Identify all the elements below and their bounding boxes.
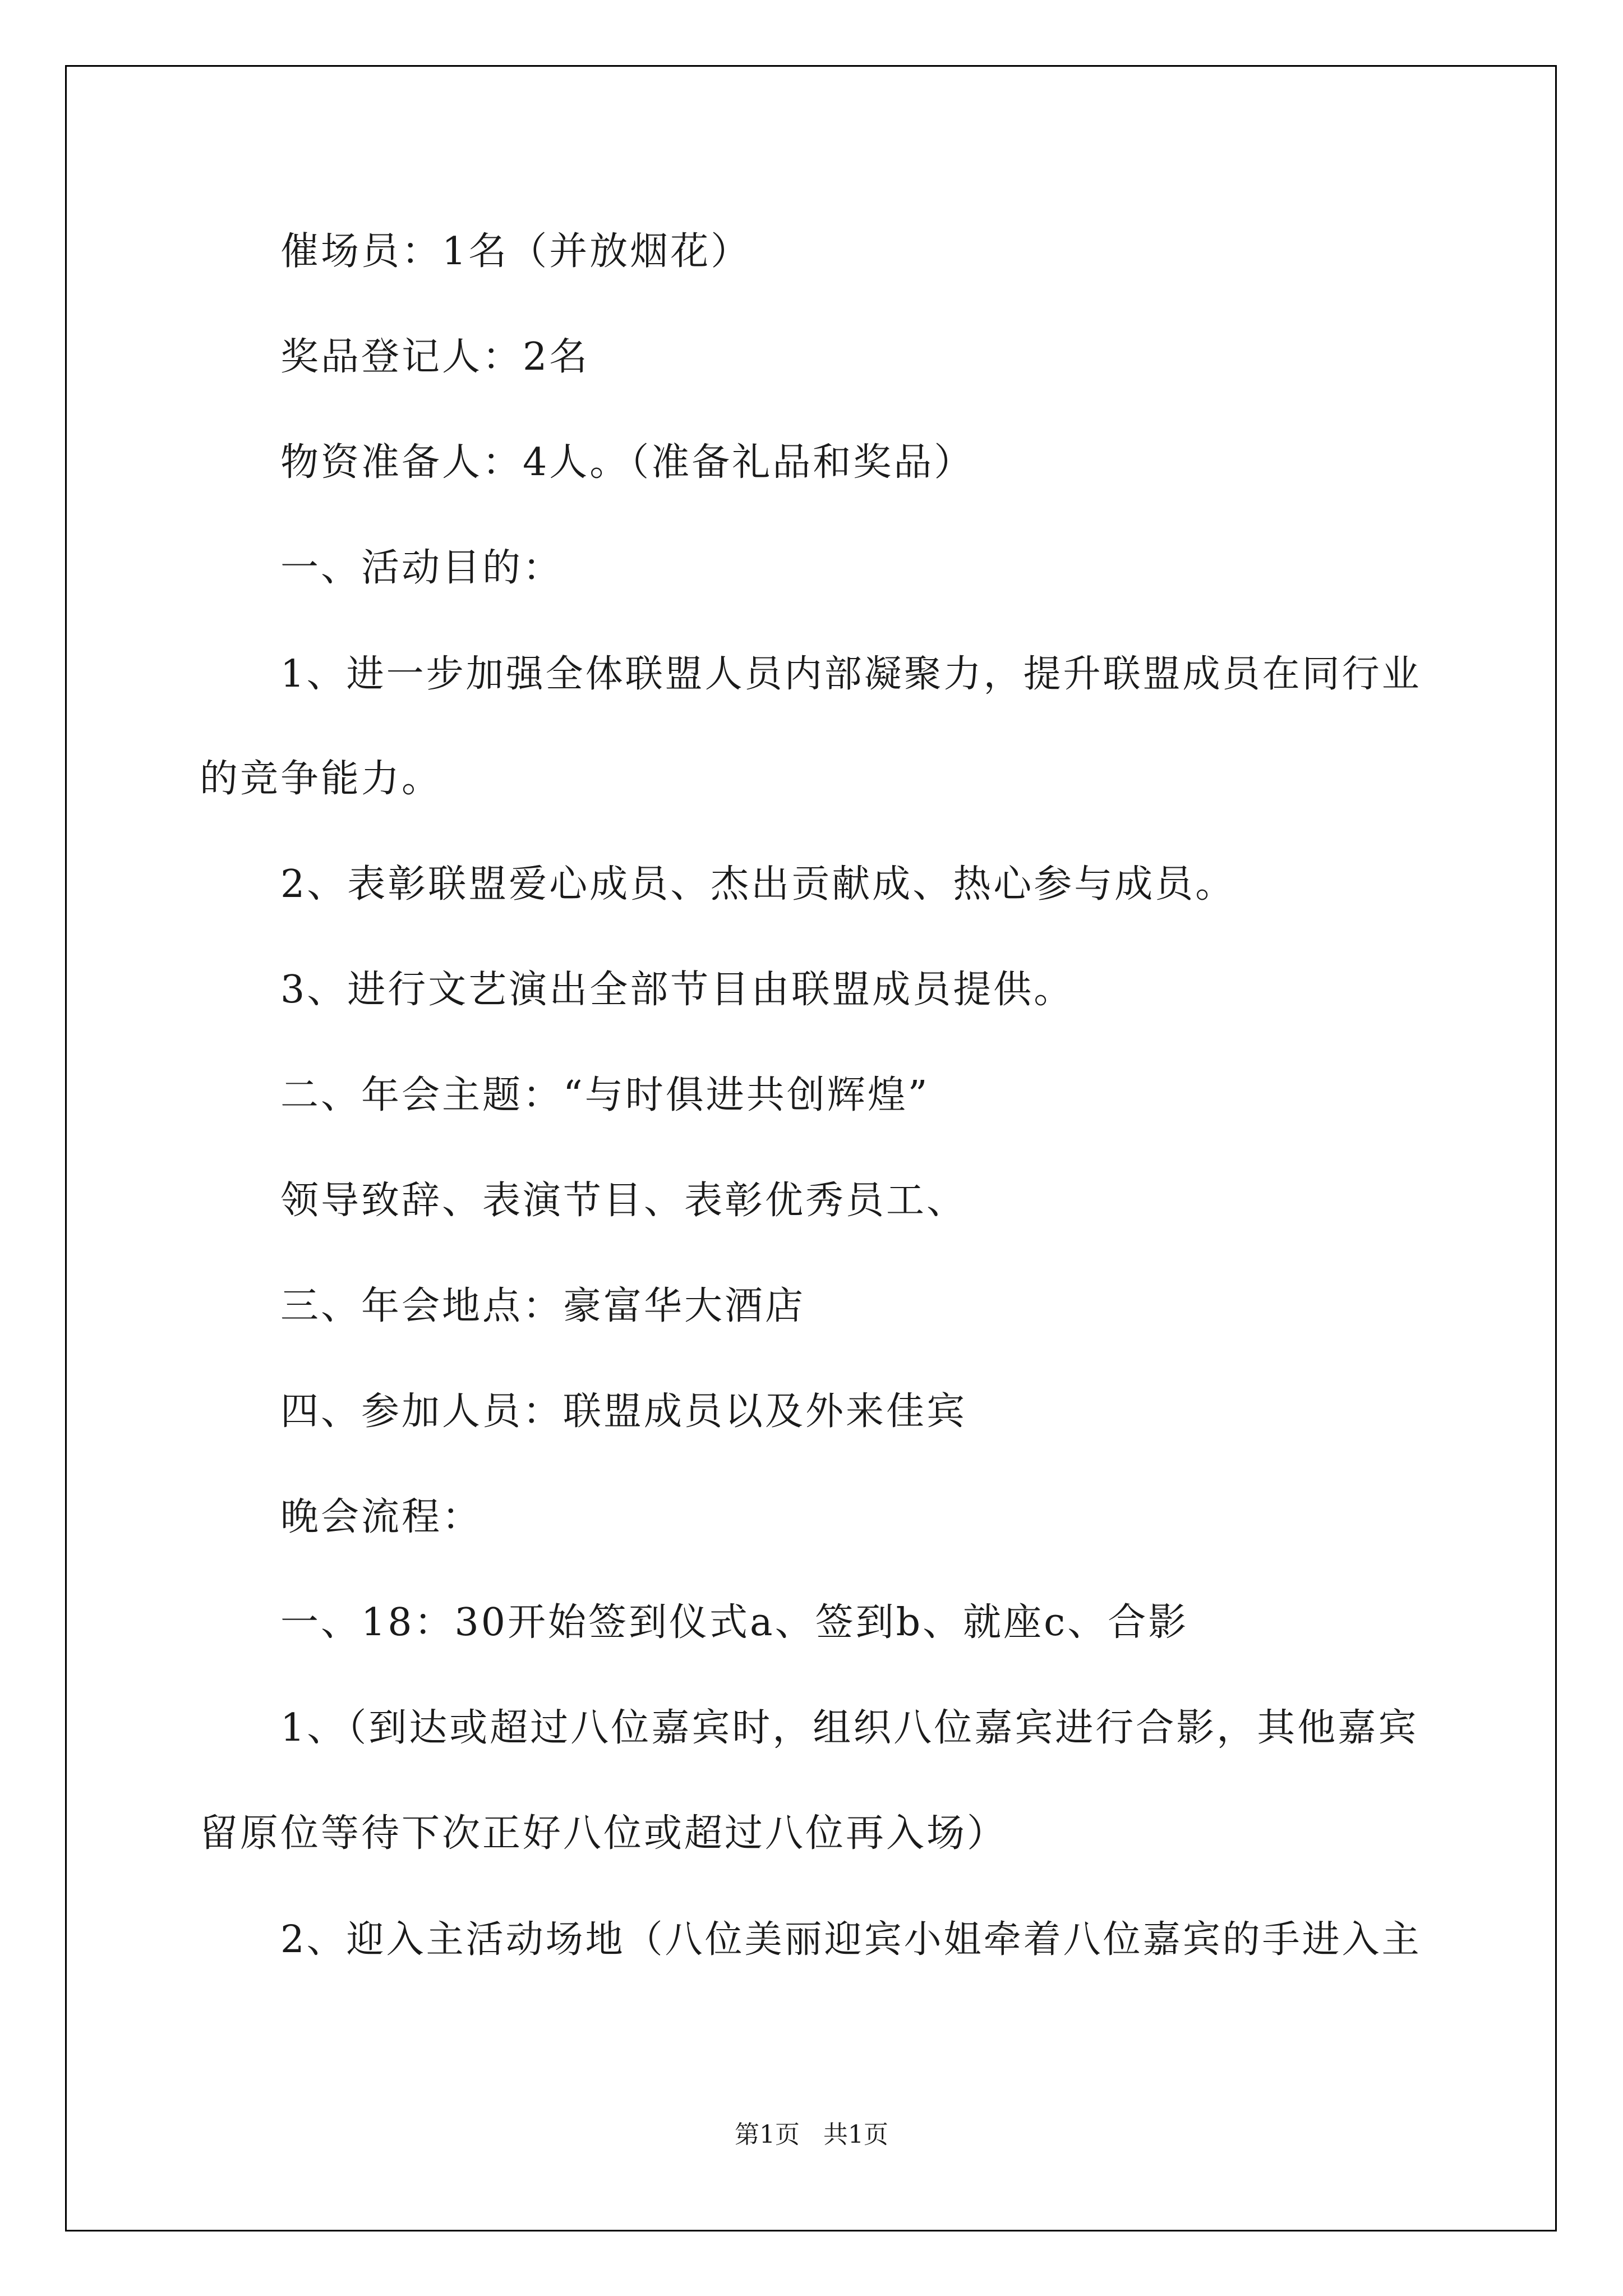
paragraph-heading: 二、年会主题：“与时俱进共创辉煌”: [280, 1073, 930, 1117]
paragraph-continuation: 的竞争能力。: [200, 757, 442, 801]
paragraph-continuation: 留原位等待下次正好八位或超过八位再入场）: [200, 1811, 1008, 1856]
page-border: [65, 65, 1557, 2231]
paragraph: 2、表彰联盟爱心成员、杰出贡献成、热心参与成员。: [280, 862, 1236, 907]
paragraph: 领导致辞、表演节目、表彰优秀员工、: [280, 1179, 967, 1223]
paragraph-heading: 一、活动目的：: [280, 546, 564, 590]
paragraph-heading: 四、参加人员：联盟成员以及外来佳宾: [280, 1389, 967, 1434]
paragraph: 物资准备人：4人。（准备礼品和奖品）: [280, 440, 975, 485]
paragraph: 2、迎入主活动场地（八位美丽迎宾小姐牵着八位嘉宾的手进入主: [280, 1917, 1422, 1961]
page-number-footer: 第1页 共1页: [735, 2120, 888, 2149]
paragraph: 奖品登记人：2名: [280, 335, 590, 379]
paragraph: 一、18：30开始签到仪式a、签到b、就座c、合影: [280, 1600, 1189, 1645]
paragraph: 1、（到达或超过八位嘉宾时，组织八位嘉宾进行合影，其他嘉宾: [280, 1706, 1419, 1750]
paragraph: 1、进一步加强全体联盟人员内部凝聚力，提升联盟成员在同行业: [280, 652, 1422, 696]
paragraph-heading: 晚会流程：: [280, 1495, 483, 1539]
paragraph-heading: 三、年会地点：豪富华大酒店: [280, 1284, 806, 1328]
paragraph: 催场员：1名（并放烟花）: [280, 229, 751, 274]
paragraph: 3、进行文艺演出全部节目由联盟成员提供。: [280, 968, 1075, 1012]
